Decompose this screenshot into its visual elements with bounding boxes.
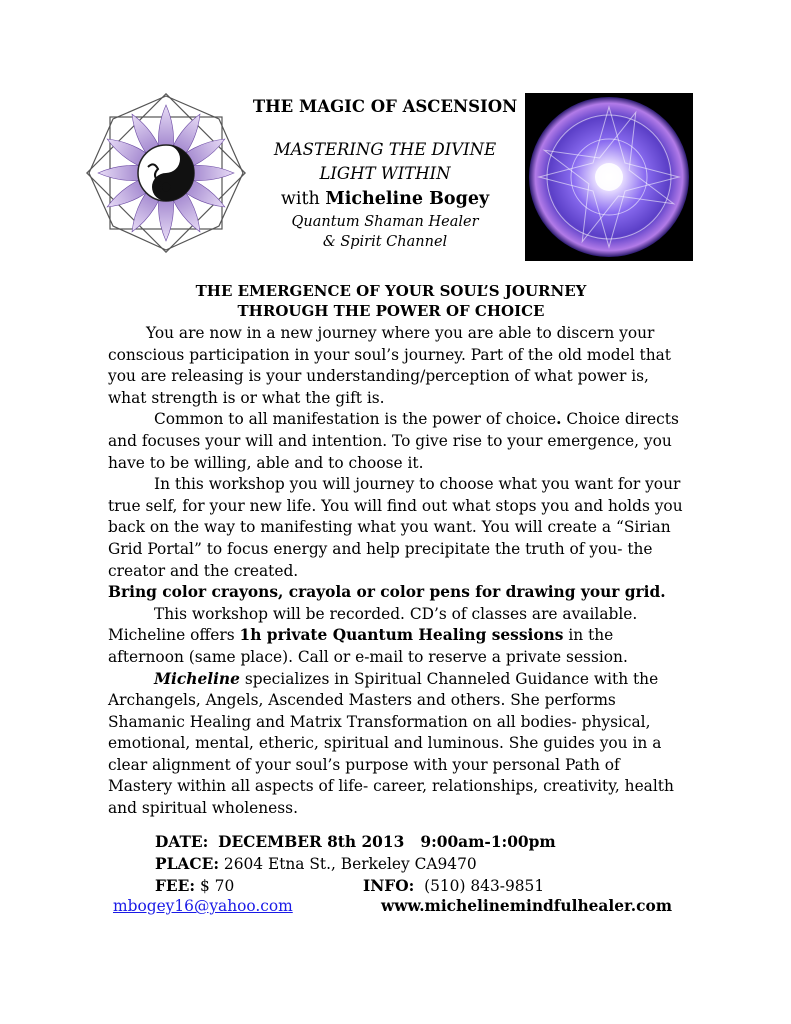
lotus-yinyang-logo — [86, 93, 246, 253]
paragraph-bio — [108, 669, 688, 820]
place-row — [155, 853, 695, 875]
presenter-name: Micheline Bogey — [325, 189, 490, 209]
place-value: 2604 Etna St., Berkeley CA9470 — [223, 855, 477, 873]
date-label: DATE: — [155, 833, 209, 851]
paragraph-intro: You are now in a new journey where you are able to discern your conscious participation in your soul’s journey. Part of the old model that you are releasing is your understanding/perception of what power is, what strength is or what the gift is. — [108, 324, 671, 407]
paragraph-bring-supplies — [108, 582, 688, 604]
choice-text-2: Choice directs and focuses your will and intention. To give rise to your emergence, you have to be willing, able and to choose it. — [108, 410, 679, 472]
subtitle-line-1: MASTERING THE DIVINE — [273, 140, 497, 159]
star-mandala-image — [525, 93, 693, 261]
date-value: DECEMBER 8th 2013 9:00am-1:00pm — [218, 833, 556, 851]
paragraph-workshop: In this workshop you will journey to choose what you want for your true self, for your new life. You will find out what stops you and holds you back on the way to manifesting what you want. You will create a “Sirian Grid Portal” to focus energy and help precipitate the truth of you- the creator and the created. — [108, 475, 683, 580]
info-phone: (510) 843-9851 — [424, 877, 545, 895]
email-link[interactable]: mbogey16@yahoo.com — [113, 897, 293, 915]
role-line-2: & Spirit Channel — [322, 234, 448, 250]
presenter-role — [252, 212, 518, 252]
presenter-line — [252, 186, 518, 212]
fee-row — [155, 875, 695, 897]
event-subtitle — [252, 138, 518, 186]
recorded-text-1: This workshop will be recorded. CD’s of classes are available. Micheline offers — [108, 604, 638, 645]
body-text — [108, 323, 688, 820]
choice-bold-period: . — [556, 410, 562, 429]
fee-label: FEE: — [155, 877, 196, 895]
place-label: PLACE: — [155, 855, 219, 873]
bio-text: specializes in Spiritual Channeled Guidance with the Archangels, Angels, Ascended Masters and others. She performs Shamanic Healing and Matrix Transformation on all bodies- physical, emotional, mental, etheric, spiritual and luminous. She guides you in a clear alignment of your soul’s purpose with your personal Path of Mastery within all aspects of life- career, relationships, creativity, health and spiritual wholeness. — [108, 669, 674, 818]
date-row — [155, 831, 695, 853]
bio-name: Micheline — [154, 669, 240, 688]
event-title: THE MAGIC OF ASCENSION — [252, 97, 518, 116]
role-line-1: Quantum Shaman Healer — [291, 214, 479, 230]
event-details — [155, 831, 695, 897]
paragraph-choice — [108, 409, 688, 474]
choice-text-1: Common to all manifestation is the power of choice — [154, 410, 557, 429]
info-group — [363, 875, 544, 897]
paragraph-recorded — [108, 604, 688, 669]
info-label: INFO: — [363, 877, 415, 895]
section-heading-line-1: THE EMERGENCE OF YOUR SOUL’S JOURNEY — [195, 282, 587, 300]
private-sessions-bold: 1h private Quantum Healing sessions — [239, 626, 564, 645]
section-heading — [108, 281, 674, 321]
recorded-text-2: in the afternoon (same place). Call or e-mail to reserve a private session. — [108, 626, 628, 666]
fee-value: $ 70 — [199, 877, 235, 895]
header-block — [252, 93, 518, 252]
website-text: www.michelinemindfulhealer.com — [381, 897, 673, 915]
subtitle-line-2: LIGHT WITHIN — [319, 164, 451, 183]
section-heading-line-2: THROUGH THE POWER OF CHOICE — [237, 302, 545, 320]
with-label: with — [280, 189, 320, 209]
bring-supplies-text: Bring color crayons, crayola or color pens for drawing your grid. — [108, 583, 666, 602]
